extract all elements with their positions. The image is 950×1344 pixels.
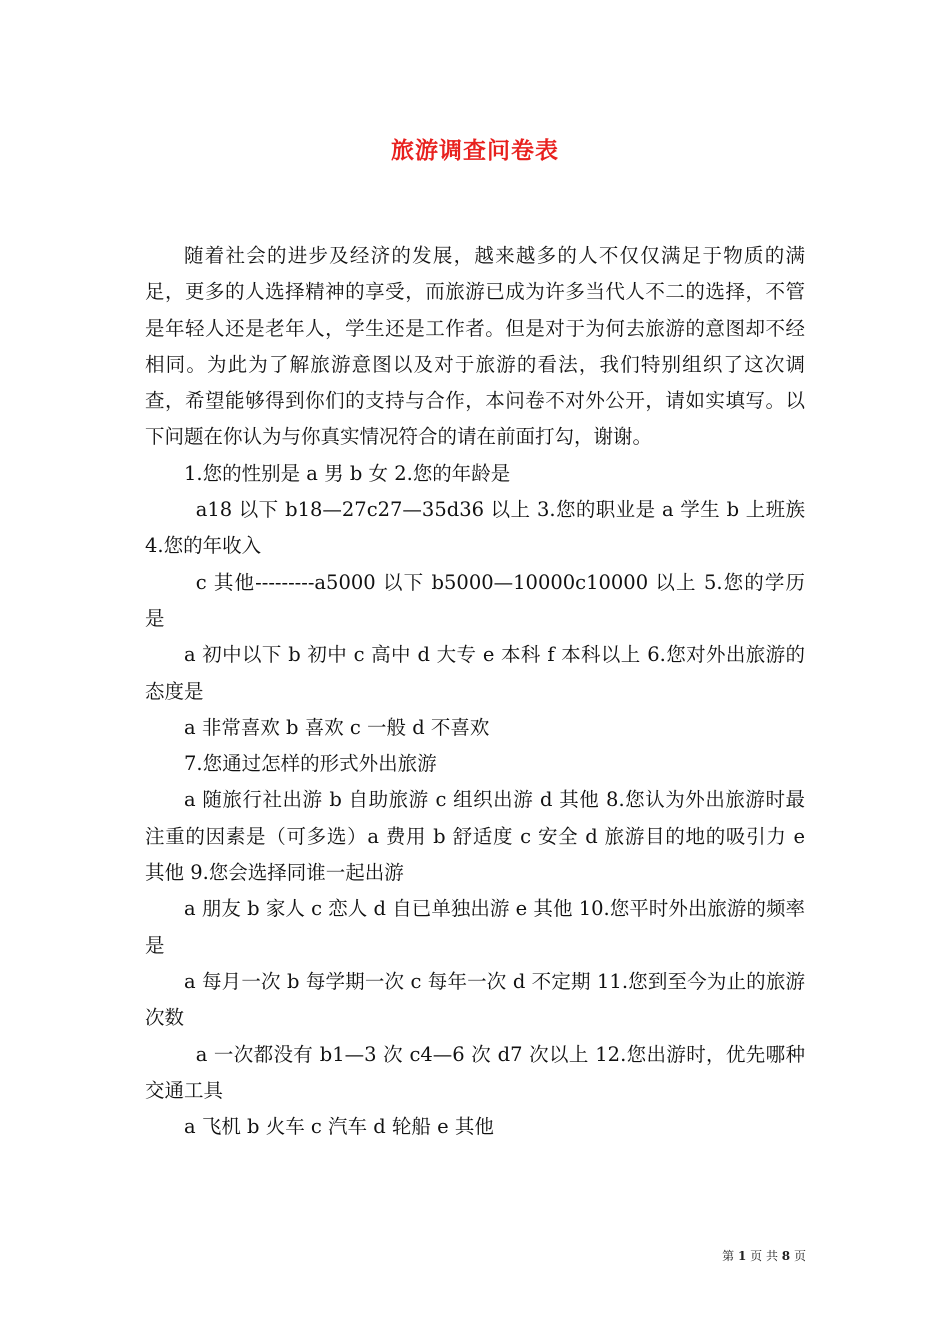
question-paragraph: a18 以下 b18—27c27—35d36 以上 3.您的职业是 a 学生 b 上班族 4.您的年收入 xyxy=(145,498,805,558)
question-paragraph: a 一次都没有 b1—3 次 c4—6 次 d7 次以上 12.您出游时，优先哪种交通工具 xyxy=(145,1042,805,1102)
document-body xyxy=(145,238,805,1145)
footer-middle: 页 共 xyxy=(750,1249,778,1263)
footer-prefix: 第 xyxy=(722,1249,735,1263)
question-paragraph: a 朋友 b 家人 c 恋人 d 自已单独出游 e 其他 10.您平时外出旅游的频率是 xyxy=(145,897,805,957)
footer-total-pages: 8 xyxy=(781,1249,791,1263)
question-paragraph: c 其他---------a5000 以下 b5000—10000c10000 以上 5.您的学历是 xyxy=(145,570,805,630)
question-paragraph: a 飞机 b 火车 c 汽车 d 轮船 e 其他 xyxy=(184,1115,494,1139)
question-paragraph: a 初中以下 b 初中 c 高中 d 大专 e 本科 f 本科以上 6.您对外出旅游的态度是 xyxy=(145,643,805,703)
page-number-footer xyxy=(722,1247,806,1264)
intro-paragraph: 随着社会的进步及经济的发展，越来越多的人不仅仅满足于物质的满足，更多的人选择精神的享受，而旅游已成为许多当代人不二的选择，不管是年轻人还是老年人，学生还是工作者。但是对于为何去旅游的意图却不经相同。为此为了解旅游意图以及对于旅游的看法，我们特别组织了这次调查，希望能够得到你们的支持与合作，本问卷不对外公开，请如实填写。以下问题在你认为与你真实情况符合的请在前面打勾，谢谢。 xyxy=(145,244,805,449)
question-paragraph: 7.您通过怎样的形式外出旅游 xyxy=(184,752,437,776)
question-paragraph: 1.您的性别是 a 男 b 女 2.您的年龄是 xyxy=(184,461,511,485)
question-paragraph: a 每月一次 b 每学期一次 c 每年一次 d 不定期 11.您到至今为止的旅游次数 xyxy=(145,969,805,1030)
footer-suffix: 页 xyxy=(793,1249,806,1263)
question-paragraph: a 随旅行社出游 b 自助旅游 c 组织出游 d 其他 8.您认为外出旅游时最注重的因素是（可多选）a 费用 b 舒适度 c 安全 d 旅游目的地的吸引力 e 其他 9.您会选择同谁一起出游 xyxy=(145,788,805,885)
document-title: 旅游调查问卷表 xyxy=(391,137,559,164)
footer-current-page: 1 xyxy=(737,1249,747,1263)
question-paragraph: a 非常喜欢 b 喜欢 c 一般 d 不喜欢 xyxy=(184,715,490,739)
